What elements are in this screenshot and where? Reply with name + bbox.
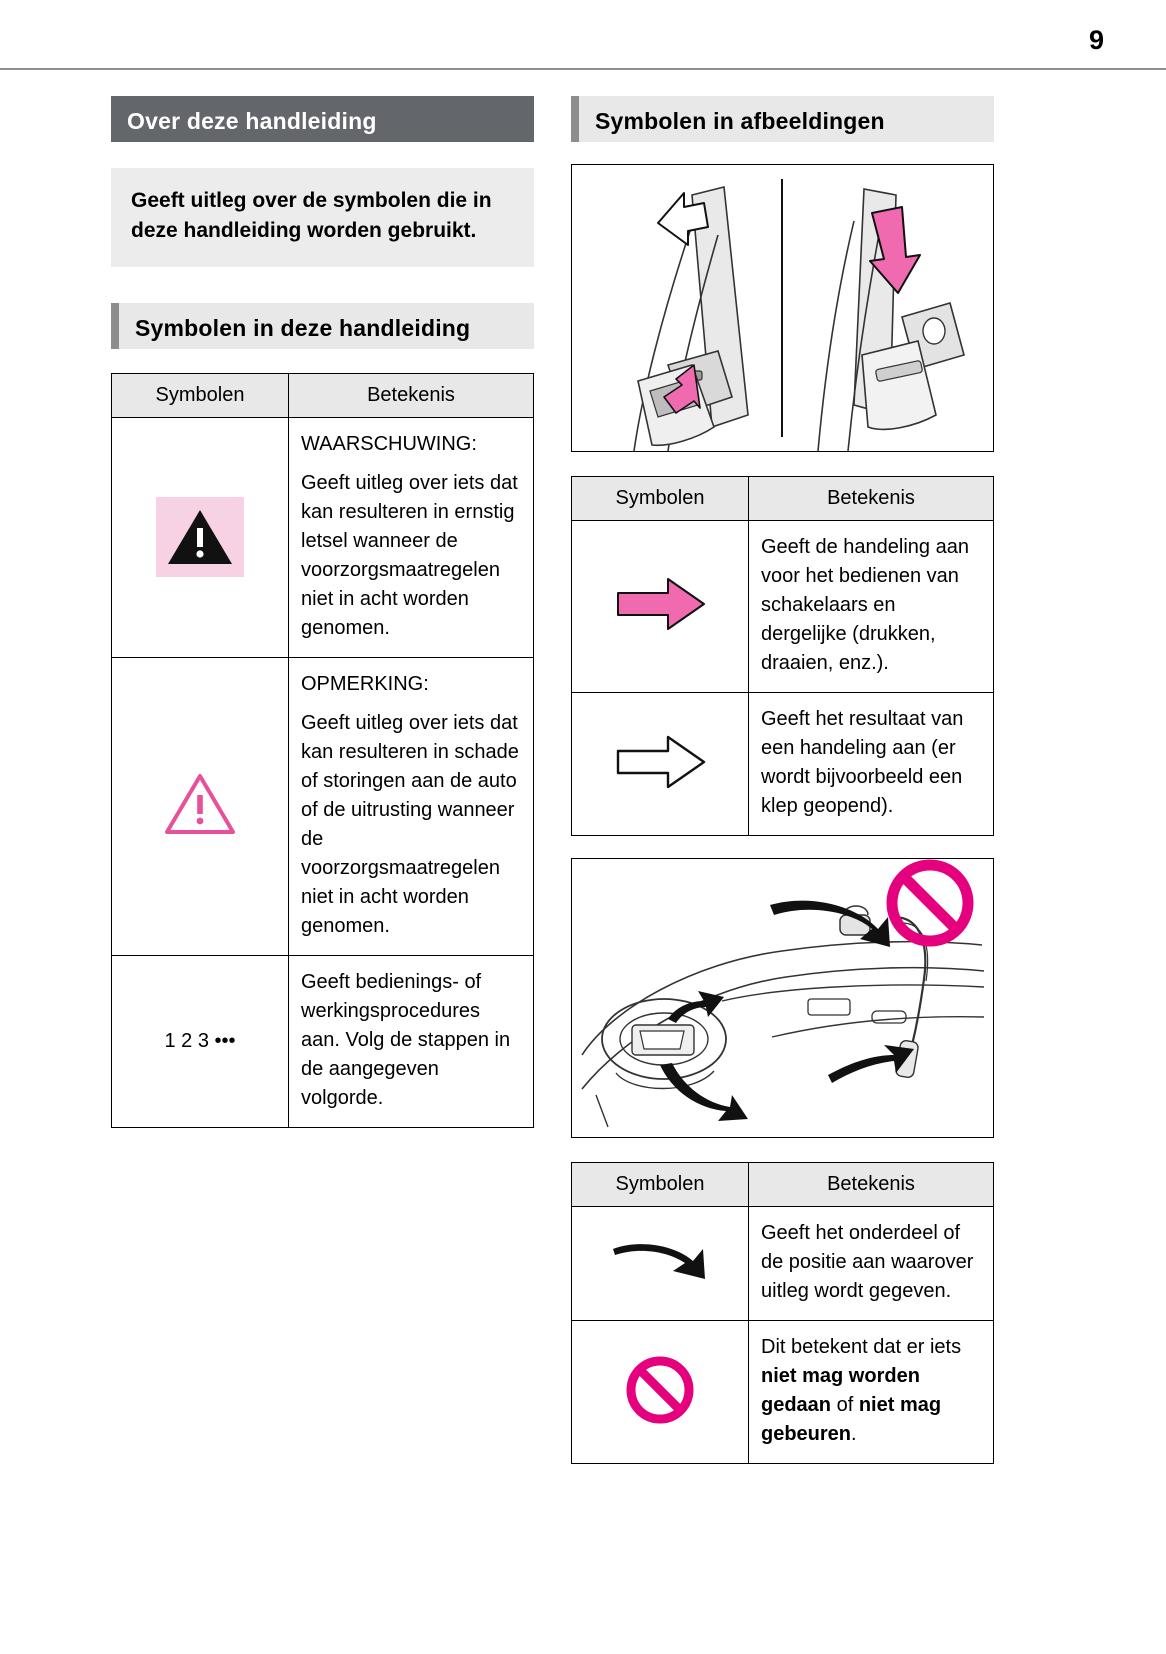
table-row: [572, 1207, 994, 1321]
column-header-meaning: Betekenis: [749, 477, 994, 521]
prohibition-body-mid: of: [831, 1394, 859, 1416]
prohibition-body: [761, 1333, 981, 1449]
section-title-symbols-in-illustrations: Symbolen in afbeeldingen: [571, 96, 994, 142]
white-outline-arrow-icon: [610, 780, 710, 797]
symbol-cell: [572, 1321, 749, 1464]
warning-heading: WAARSCHUWING:: [301, 432, 477, 455]
section-title-about-manual: Over deze handleiding: [111, 96, 534, 142]
meaning-cell: [749, 521, 994, 693]
left-column: [111, 96, 534, 1128]
table-row: [112, 417, 534, 657]
meaning-cell: [289, 657, 534, 955]
meaning-cell: [749, 1321, 994, 1464]
prohibition-body-bold-1: niet mag worden gedaan: [761, 1365, 920, 1416]
column-header-symbols: Symbolen: [572, 1163, 749, 1207]
notice-heading: OPMERKING:: [301, 672, 429, 695]
symbol-cell: [112, 657, 289, 955]
header-divider: [0, 68, 1166, 70]
prohibition-body-suffix: .: [851, 1423, 857, 1445]
column-header-meaning: Betekenis: [749, 1163, 994, 1207]
prohibition-circle-icon: [623, 1414, 697, 1431]
table-row: [112, 955, 534, 1127]
pink-filled-arrow-icon: [610, 622, 710, 639]
prohibition-body-prefix: Dit betekent dat er iets: [761, 1336, 962, 1358]
meaning-cell: [749, 1207, 994, 1321]
notice-body: Geeft uitleg over iets dat kan resulteren in schade of storingen aan de auto of de uitrusting wanneer de voorzorgsmaatregelen niet in acht worden genomen.: [301, 711, 519, 937]
dashboard-interior-illustration: [571, 858, 994, 1138]
curved-arrow-body: Geeft het onderdeel of de positie aan waarover uitleg wordt gegeven.: [761, 1222, 974, 1302]
table-header-row: [572, 477, 994, 521]
curved-black-arrow-icon: [605, 1276, 715, 1293]
table-header-row: [572, 1163, 994, 1207]
page-number: 9: [1088, 25, 1103, 55]
column-header-symbols: Symbolen: [112, 373, 289, 417]
symbol-cell: [572, 693, 749, 836]
right-column: [571, 96, 994, 1464]
symbols-table-illustrations-1: [571, 476, 994, 836]
outline-arrow-body: Geeft het resultaat van een handeling aan (er wordt bijvoorbeeld een klep geopend).: [761, 708, 964, 817]
steps-body: Geeft bedienings- of werkingsprocedures aan. Volg de stappen in de aangegeven volgorde.: [301, 970, 511, 1109]
intro-text: Geeft uitleg over de symbolen die in deze handleiding worden gebruikt.: [111, 168, 534, 267]
seat-belt-buckle-illustration: [571, 164, 994, 452]
column-header-symbols: Symbolen: [572, 477, 749, 521]
table-row: [112, 657, 534, 955]
symbol-cell: [112, 417, 289, 657]
step-numbers-icon: 1 2 3 •••: [164, 1029, 236, 1052]
warning-triangle-icon: [156, 497, 244, 577]
symbol-cell: [572, 1207, 749, 1321]
meaning-cell: [749, 693, 994, 836]
warning-body: Geeft uitleg over iets dat kan resulteren in ernstig letsel wanneer de voorzorgsmaatregelen niet in acht worden genomen.: [301, 471, 518, 639]
table-header-row: [112, 373, 534, 417]
symbol-cell: [572, 521, 749, 693]
notice-triangle-icon: [163, 824, 237, 841]
prohibition-body-bold-2: niet mag gebeuren: [761, 1394, 942, 1445]
symbols-table-manual: [111, 373, 534, 1128]
subsection-title-symbols-in-manual: Symbolen in deze handleiding: [111, 303, 534, 349]
column-header-meaning: Betekenis: [289, 373, 534, 417]
table-row: [572, 693, 994, 836]
table-row: [572, 1321, 994, 1464]
pink-arrow-body: Geeft de handeling aan voor het bedienen van schakelaars en dergelijke (drukken, draaien, enz.).: [761, 536, 969, 674]
meaning-cell: [289, 955, 534, 1127]
symbols-table-illustrations-2: [571, 1162, 994, 1464]
symbol-cell: [112, 955, 289, 1127]
table-row: [572, 521, 994, 693]
meaning-cell: [289, 417, 534, 657]
